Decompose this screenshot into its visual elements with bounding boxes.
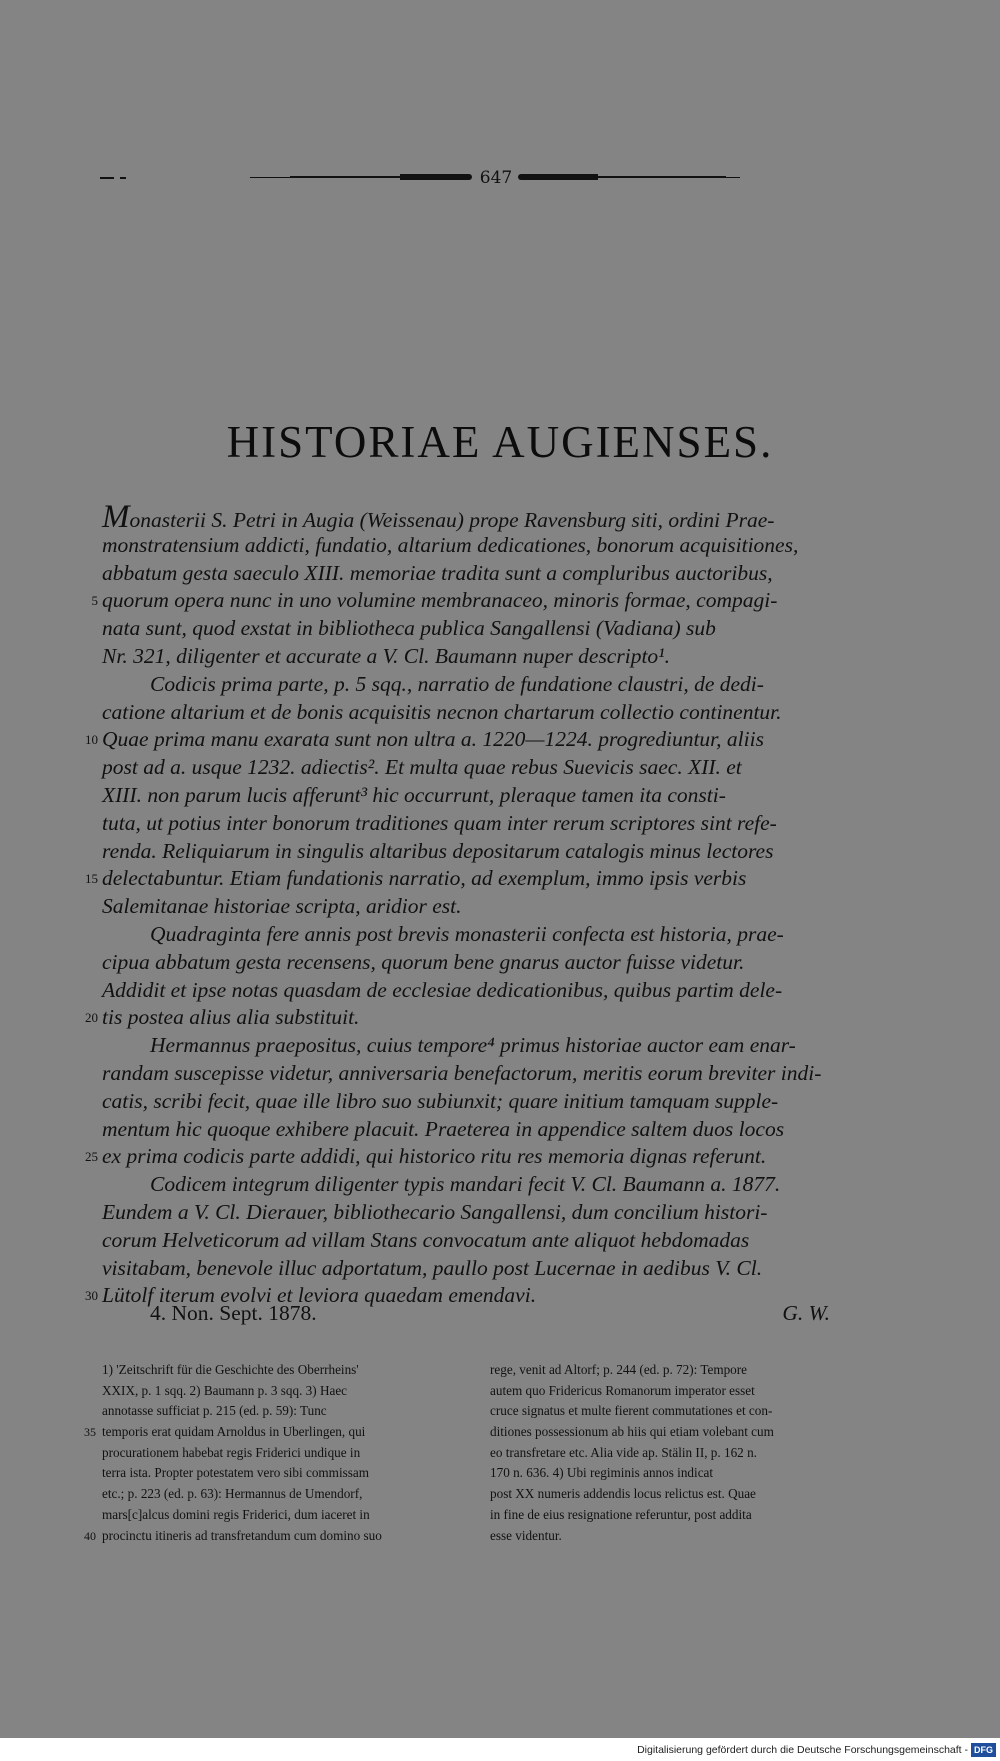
- page-header: [100, 166, 740, 190]
- text-line: [68, 782, 888, 810]
- line-number: 40: [84, 1528, 96, 1543]
- main-text: [68, 499, 888, 1310]
- footnote-text: terra ista. Propter potestatem vero sibi commissam: [102, 1465, 369, 1481]
- text-line: [68, 560, 888, 588]
- header-rule: [400, 174, 472, 180]
- footnote-line: [68, 1443, 486, 1464]
- text-line: [68, 532, 888, 560]
- line-text: delectabuntur. Etiam fundationis narratio, ad exemplum, immo ipsis verbis: [102, 866, 747, 891]
- text-line: [68, 699, 888, 727]
- header-rule: [598, 176, 726, 178]
- footnote-text: XXIX, p. 1 sqq. 2) Baumann p. 3 sqq. 3) Haec: [102, 1382, 348, 1398]
- text-line: [68, 1255, 888, 1283]
- line-number: 10: [85, 732, 98, 748]
- line-number: 15: [85, 871, 98, 887]
- line-text: quorum opera nunc in uno volumine membranaceo, minoris formae, compagi-: [102, 588, 778, 613]
- text-line: [68, 754, 888, 782]
- footnote-text: procurationem habebat regis Friderici undique in: [102, 1444, 361, 1460]
- footnote-text: rege, venit ad Altorf; p. 244 (ed. p. 72): Tempore: [490, 1362, 748, 1377]
- footnotes-left-column: [68, 1360, 486, 1546]
- text-line: [68, 1032, 888, 1060]
- footnote-text: cruce signatus et multe fierent commutationes et con-: [490, 1403, 773, 1419]
- text-line: [68, 949, 888, 977]
- line-text: Quae prima manu exarata sunt non ultra a. 1220—1224. progrediuntur, aliis: [102, 727, 764, 752]
- footnotes-right-column: [490, 1360, 888, 1546]
- footnote-text: annotasse sufficiat p. 215 (ed. p. 59): Tunc: [102, 1403, 327, 1419]
- footnote-line: [68, 1505, 486, 1526]
- footnote-text: esse videntur.: [490, 1527, 562, 1543]
- line-text: Nr. 321, diligenter et accurate a V. Cl. Baumann nuper descripto¹.: [102, 643, 670, 668]
- footnote-text: procinctu itineris ad transfretandum cum domino suo: [102, 1527, 382, 1543]
- text-line: [68, 671, 888, 699]
- footnote-text: eo transfretare etc. Alia vide ap. Stälin II, p. 162 n.: [490, 1444, 757, 1460]
- line-text: mentum hic quoque exhibere placuit. Praeterea in appendice saltem duos locos: [102, 1116, 785, 1141]
- line-number: 20: [85, 1010, 98, 1026]
- footnote-text: 1) 'Zeitschrift für die Geschichte des Oberrheins': [102, 1362, 359, 1377]
- text-line: [68, 1060, 888, 1088]
- line-text: ex prima codicis parte addidi, qui historico ritu res memoria dignas referunt.: [102, 1144, 767, 1169]
- footnote-text: etc.; p. 223 (ed. p. 63): Hermannus de Umendorf,: [102, 1486, 363, 1502]
- line-text: [102, 499, 948, 535]
- text-line: [68, 726, 888, 754]
- footnote-line: [68, 1360, 486, 1381]
- line-text: Eundem a V. Cl. Dierauer, bibliothecario Sangallensi, dum concilium histori-: [102, 1199, 768, 1224]
- footnote-line: [490, 1484, 888, 1505]
- line-text: tuta, ut potius inter bonorum traditiones quam inter rerum scriptores sint refe-: [102, 810, 777, 835]
- header-rule: [518, 174, 598, 180]
- footnote-line: [490, 1381, 888, 1402]
- footnote-line: [68, 1381, 486, 1402]
- footnote-line: [490, 1526, 888, 1547]
- line-number: 30: [85, 1288, 98, 1304]
- line-number: 35: [84, 1425, 96, 1440]
- credit-text: Digitalisierung gefördert durch die Deutsche Forschungsgemeinschaft -: [637, 1744, 968, 1756]
- header-rule: [120, 177, 126, 179]
- line-text: visitabam, benevole illuc adportatum, paullo post Lucernae in aedibus V. Cl.: [102, 1255, 763, 1280]
- line-text: Addidit et ipse notas quasdam de ecclesiae dedicationibus, quibus partim dele-: [102, 977, 783, 1002]
- header-rule: [290, 176, 400, 178]
- text-line: [68, 1227, 888, 1255]
- text-line: [68, 921, 888, 949]
- text-line: [68, 1199, 888, 1227]
- text-line: [68, 1116, 888, 1144]
- text-line: [68, 1143, 888, 1171]
- footnote-line: [490, 1443, 888, 1464]
- line-text-rest: onasterii S. Petri in Augia (Weissenau) prope Ravensburg siti, ordini Prae-: [129, 508, 775, 532]
- text-line: [68, 587, 888, 615]
- line-text: catione altarium et de bonis acquisitis necnon chartarum collectio continentur.: [102, 699, 782, 724]
- line-text: randam suscepisse videtur, anniversaria benefactorum, meritis eorum breviter indi-: [102, 1060, 822, 1085]
- footnote-line: [68, 1463, 486, 1484]
- footnote-line: [490, 1463, 888, 1484]
- line-text: Codicem integrum diligenter typis mandari fecit V. Cl. Baumann a. 1877.: [150, 1172, 781, 1197]
- text-line: [68, 615, 888, 643]
- line-text: monstratensium addicti, fundatio, altarium dedicationes, bonorum acquisitiones,: [102, 532, 799, 557]
- text-line: [68, 1088, 888, 1116]
- footnote-line: [68, 1422, 486, 1443]
- footnote-text: ditiones possessionum ab hiis qui etiam volebant cum: [490, 1424, 774, 1440]
- text-line: [68, 1171, 888, 1199]
- text-line: [68, 893, 888, 921]
- signature: G. W.: [782, 1301, 830, 1325]
- footnote-text: temporis erat quidam Arnoldus in Uberlingen, qui: [102, 1424, 366, 1440]
- header-rule: [726, 177, 740, 178]
- text-line: [68, 865, 888, 893]
- line-text: Lütolf iterum evolvi et leviora quaedam emendavi.: [102, 1283, 537, 1308]
- drop-cap: M: [102, 499, 130, 535]
- line-text: nata sunt, quod exstat in bibliotheca publica Sangallensi (Vadiana) sub: [102, 616, 716, 641]
- text-line: [68, 643, 888, 671]
- footnote-text: autem quo Fridericus Romanorum imperator esset: [490, 1382, 755, 1398]
- page-number: 647: [479, 168, 513, 188]
- line-text: tis postea alius alia substituit.: [102, 1005, 360, 1030]
- footnote-line: [490, 1422, 888, 1443]
- footnote-line: [490, 1505, 888, 1526]
- line-text: Hermannus praepositus, cuius tempore⁴ primus historiae auctor eam enar-: [150, 1033, 796, 1058]
- footnote-line: [490, 1360, 888, 1381]
- footnote-line: [68, 1484, 486, 1505]
- footnote-line: [490, 1401, 888, 1422]
- document-title: HISTORIAE AUGIENSES.: [226, 417, 774, 467]
- dfg-logo: DFG: [971, 1743, 996, 1757]
- footnote-text: post XX numeris addendis locus relictus est. Quae: [490, 1486, 756, 1502]
- text-line: [68, 838, 888, 866]
- line-text: post ad a. usque 1232. adiectis². Et multa quae rebus Suevicis saec. XII. et: [102, 755, 742, 780]
- line-text: corum Helveticorum ad villam Stans convocatum ante aliquot hebdomadas: [102, 1227, 750, 1252]
- footnote-text: in fine de eius resignatione referuntur, post addita: [490, 1506, 752, 1522]
- header-rule: [100, 177, 114, 179]
- dateline: [150, 1299, 830, 1327]
- line-text: renda. Reliquiarum in singulis altaribus depositarum catalogis minus lectores: [102, 838, 774, 863]
- text-line: [68, 1004, 888, 1032]
- text-line: [68, 810, 888, 838]
- footnote-text: 170 n. 636. 4) Ubi regiminis annos indicat: [490, 1465, 714, 1481]
- line-text: XIII. non parum lucis afferunt³ hic occurrunt, pleraque tamen ita consti-: [102, 782, 726, 807]
- text-line: [68, 977, 888, 1005]
- text-line: [68, 499, 888, 535]
- date: 4. Non. Sept. 1878.: [150, 1301, 317, 1325]
- line-text: Quadraginta fere annis post brevis monasterii confecta est historia, prae-: [150, 921, 784, 946]
- line-number: 5: [91, 593, 98, 609]
- header-rule: [250, 177, 290, 178]
- line-text: Codicis prima parte, p. 5 sqq., narratio de fundatione claustri, de dedi-: [150, 671, 764, 696]
- line-text: cipua abbatum gesta recensens, quorum bene gnarus auctor fuisse videtur.: [102, 949, 745, 974]
- funding-credit: [637, 1741, 996, 1759]
- footnote-line: [68, 1401, 486, 1422]
- footnote-line: [68, 1526, 486, 1547]
- line-text: Salemitanae historiae scripta, aridior est.: [102, 894, 462, 919]
- line-text: catis, scribi fecit, quae ille libro suo subiunxit; quare initium tamquam supple-: [102, 1088, 779, 1113]
- line-text: abbatum gesta saeculo XIII. memoriae tradita sunt a compluribus auctoribus,: [102, 560, 773, 585]
- line-number: 25: [85, 1149, 98, 1165]
- footnote-text: mars[c]alcus domini regis Friderici, dum iaceret in: [102, 1506, 370, 1522]
